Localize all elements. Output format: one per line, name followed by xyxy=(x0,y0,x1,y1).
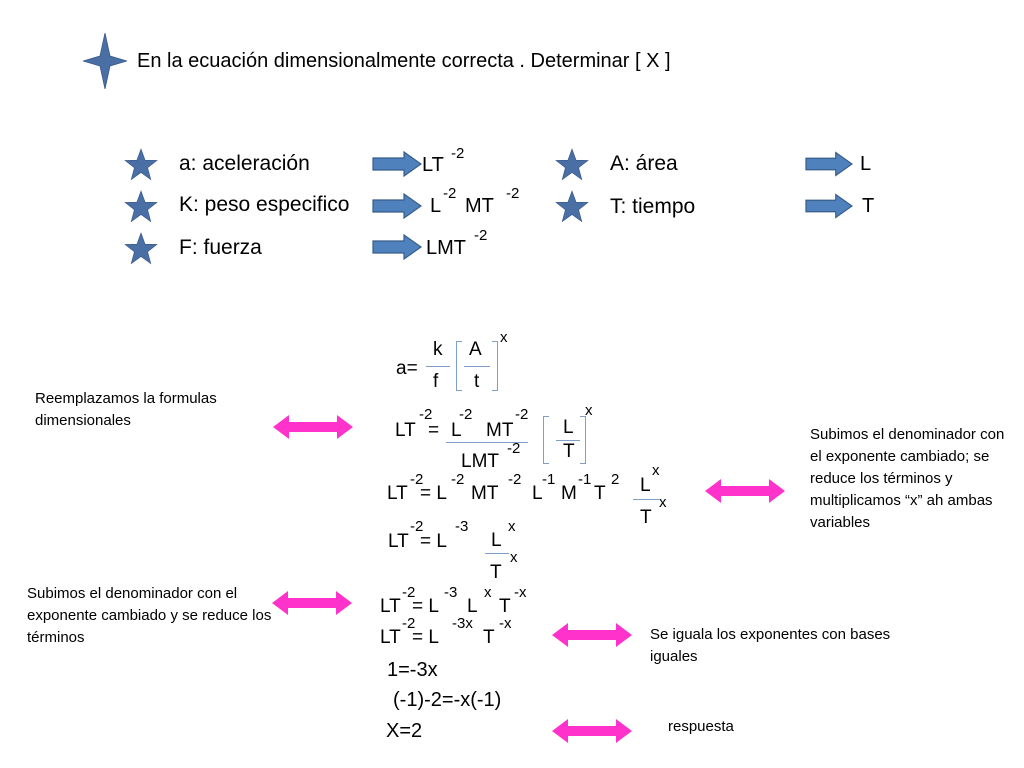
final-line-1: 1=-3x xyxy=(387,659,438,681)
def-f-value: LMT xyxy=(426,237,466,259)
star-icon xyxy=(555,148,589,182)
def-a-value: LT xyxy=(422,154,444,176)
eq2-MT: MT xyxy=(486,420,514,441)
four-point-star-icon xyxy=(83,33,127,89)
eq3-L: L xyxy=(532,483,543,504)
def-A-value: L xyxy=(860,153,872,175)
eq2-equals: = xyxy=(428,420,440,441)
eq2-fnum: L xyxy=(563,417,574,438)
eq5-L: L xyxy=(467,596,478,617)
def-k-exp2: -2 xyxy=(506,185,520,202)
eq2-exp: -2 xyxy=(459,406,473,423)
eq5-lhs: LT xyxy=(380,596,401,617)
eq3-exp: -2 xyxy=(410,471,424,488)
eq4-fraction-line xyxy=(485,553,509,554)
final-line-2: (-1)-2=-x(-1) xyxy=(393,689,502,711)
eq2-den: LMT xyxy=(461,451,499,472)
eq4-exp-x: x xyxy=(510,549,518,566)
def-f-label: F: fuerza xyxy=(179,236,262,259)
def-a-label: a: aceleración xyxy=(179,152,310,175)
eq6-eq-L: = L xyxy=(412,627,439,648)
def-k-label: K: peso especifico xyxy=(179,193,350,216)
eq6-exp: -3x xyxy=(452,615,473,632)
eq5-exp: -2 xyxy=(402,584,416,601)
eq2-right-bracket xyxy=(580,416,586,464)
eq5-eq-L: = L xyxy=(412,596,439,617)
eq3-T: T xyxy=(594,483,606,504)
eq1-fraction-line xyxy=(464,366,490,367)
right-arrow-icon xyxy=(805,151,853,177)
eq3-exp: -1 xyxy=(578,471,592,488)
eq3-fden: T xyxy=(640,507,652,528)
double-arrow-icon xyxy=(550,717,634,745)
note-subimos-2: Subimos el denominador con el exponente cambiado y se reduce los términos xyxy=(27,585,272,646)
eq6-lhs: LT xyxy=(380,627,401,648)
eq1-k: k xyxy=(433,339,443,360)
eq1-lhs: a= xyxy=(396,358,418,379)
def-f-exp: -2 xyxy=(474,227,488,244)
double-arrow-icon xyxy=(703,477,787,505)
star-icon xyxy=(124,190,158,224)
double-arrow-icon xyxy=(270,589,354,617)
eq1-right-bracket xyxy=(492,341,498,391)
note-se-iguala: Se iguala los exponentes con bases iguales xyxy=(650,626,891,665)
eq5-exp: -x xyxy=(514,584,527,601)
eq2-exp: -2 xyxy=(515,406,529,423)
double-arrow-icon xyxy=(550,621,634,649)
right-arrow-icon xyxy=(372,151,422,177)
eq5-exp: -3 xyxy=(444,584,458,601)
def-k-exp1: -2 xyxy=(443,185,457,202)
eq3-exp-x: x xyxy=(659,494,667,511)
eq2-L: L xyxy=(451,420,462,441)
star-icon xyxy=(124,148,158,182)
page-title: En la ecuación dimensionalmente correcta . Determinar [ X ] xyxy=(137,50,671,72)
eq1-t: t xyxy=(474,371,480,392)
eq4-lhs: LT xyxy=(388,531,409,552)
eq4-exp: -3 xyxy=(455,518,469,535)
eq3-exp: -2 xyxy=(508,471,522,488)
right-arrow-icon xyxy=(372,234,422,260)
eq4-exp: -2 xyxy=(410,518,424,535)
def-T-label: T: tiempo xyxy=(610,195,696,218)
final-line-3: X=2 xyxy=(386,720,423,742)
right-arrow-icon xyxy=(372,193,422,219)
def-T-value: T xyxy=(862,195,875,217)
eq2-exp: -2 xyxy=(507,440,521,457)
eq3-eq-L: = L xyxy=(420,483,447,504)
eq4-fden: T xyxy=(490,562,502,583)
eq2-fden: T xyxy=(563,441,575,462)
note-subimos-1: Subimos el denominador con el exponente cambiado; se reduce los términos y multiplicamos “x” ah ambas variables xyxy=(810,426,1005,531)
eq4-exp-x: x xyxy=(508,518,516,535)
eq3-fnum: L xyxy=(640,475,651,496)
eq3-exp-x: x xyxy=(652,462,660,479)
def-a-exp: -2 xyxy=(451,145,465,162)
eq1-exp-x: x xyxy=(500,329,508,346)
eq2-lhs: LT xyxy=(395,420,416,441)
eq2-exp: -2 xyxy=(419,406,433,423)
note-reemplazamos: Reemplazamos la formulas dimensionales xyxy=(35,390,217,429)
eq2-exp-x: x xyxy=(585,402,593,419)
star-icon xyxy=(555,190,589,224)
eq3-exp: -2 xyxy=(451,471,465,488)
eq3-fraction-line xyxy=(633,499,659,500)
def-k-MT: MT xyxy=(465,195,494,217)
eq1-left-bracket xyxy=(456,341,462,391)
eq3-MT: MT xyxy=(471,483,499,504)
eq6-exp: -x xyxy=(499,615,512,632)
eq1-f: f xyxy=(433,371,439,392)
eq2-left-bracket xyxy=(543,416,549,464)
eq3-lhs: LT xyxy=(387,483,408,504)
eq3-exp: -1 xyxy=(542,471,556,488)
eq5-exp-x: x xyxy=(484,584,492,601)
def-k-L: L xyxy=(430,195,442,217)
eq1-fraction-line xyxy=(426,366,450,367)
eq4-eq-L: = L xyxy=(420,531,447,552)
eq5-T: T xyxy=(499,596,511,617)
eq6-exp: -2 xyxy=(402,615,416,632)
double-arrow-icon xyxy=(271,413,355,441)
eq6-T: T xyxy=(483,627,495,648)
eq4-fnum: L xyxy=(491,530,502,551)
eq3-exp: 2 xyxy=(611,471,620,488)
star-icon xyxy=(124,232,158,266)
note-respuesta: respuesta xyxy=(668,718,734,735)
eq3-M: M xyxy=(561,483,577,504)
eq1-A: A xyxy=(469,339,482,360)
right-arrow-icon xyxy=(805,193,853,219)
def-A-label: A: área xyxy=(610,152,678,175)
